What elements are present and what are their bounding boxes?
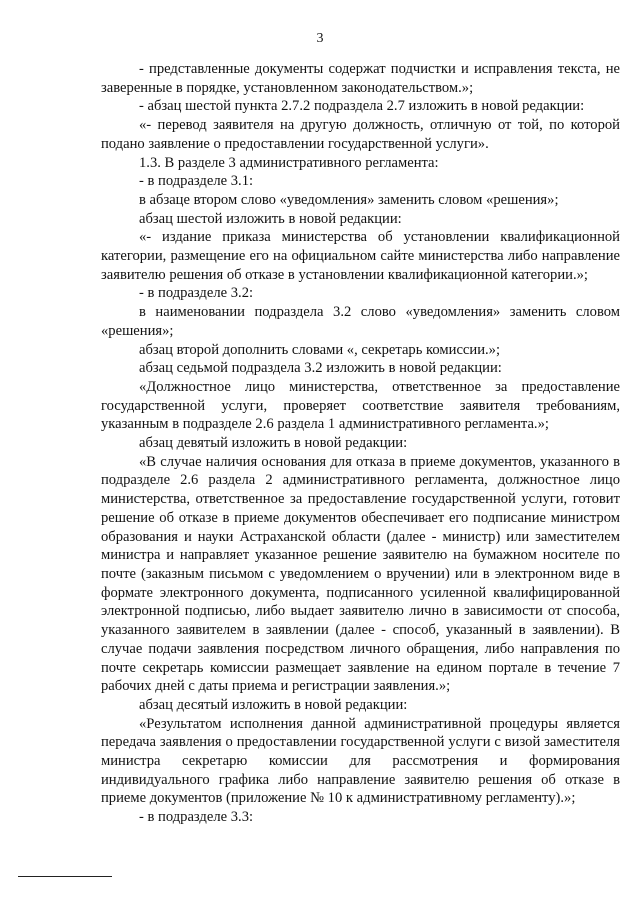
paragraph: абзац шестой изложить в новой редакции:: [139, 210, 402, 227]
paragraph: абзац седьмой подраздела 3.2 изложить в новой редакции:: [139, 360, 502, 377]
paragraph: абзац девятый изложить в новой редакции:: [139, 435, 408, 452]
paragraph: - в подразделе 3.3:: [139, 809, 254, 826]
paragraph: абзац второй дополнить словами «, секретарь комиссии.»;: [139, 341, 501, 358]
paragraph: - в подразделе 3.1:: [139, 173, 254, 190]
paragraph: в абзаце втором слово «уведомления» заменить словом «решения»;: [139, 191, 559, 208]
paragraph: - представленные документы содержат подчистки и исправления текста, не заверенные в порядке, установленном законодательством.»;: [101, 61, 620, 96]
paragraph: «- перевод заявителя на другую должность, отличную от той, по которой подано заявление о предоставлении государственной услуги».: [101, 117, 620, 152]
document-body: [101, 60, 620, 827]
paragraph: - абзац шестой пункта 2.7.2 подраздела 2.7 изложить в новой редакции:: [139, 98, 585, 115]
paragraph: - в подразделе 3.2:: [139, 285, 254, 302]
paragraph: 1.3. В разделе 3 административного регламента:: [139, 154, 439, 171]
footer-rule: [18, 876, 112, 877]
paragraph: абзац десятый изложить в новой редакции:: [139, 696, 408, 713]
paragraph: в наименовании подраздела 3.2 слово «уведомления» заменить словом «решения»;: [101, 304, 620, 339]
page-number: 3: [316, 31, 324, 46]
paragraph: «В случае наличия основания для отказа в приеме документов, указанного в подразделе 2.6 раздела 2 административного регламента, должностное лицо министерства, ответственное за предоставление государственной услуги, готовит решение об отказе в приеме документов обеспечивает его подписание министром образования и науки Астраханской области (далее - министр) или заместителем министра и направляет указанное решение заявителю на бумажном носителе по почте (заказным письмом с уведомлением о вручении) или в электронном виде в формате электронного документа, подписанного усиленной квалифицированной электронной подписью, либо выдает заявителю лично в зависимости от способа, указанного заявителем в заявлении (далее - способ, указанный в заявлении). В случае подачи заявления посредством личного обращения, либо направления по почте секретарь комиссии размещает заявление на едином портале в течение 7 рабочих дней с даты приема и регистрации заявления.»;: [101, 453, 620, 695]
paragraph: «Должностное лицо министерства, ответственное за предоставление государственной услуги, проверяет соответствие заявителя требованиям, указанным в подразделе 2.6 раздела 1 административного регламента.»;: [101, 378, 620, 433]
paragraph: «Результатом исполнения данной административной процедуры является передача заявления о предоставлении государственной услуги с визой заместителя министра секретарю комиссии для рассмотрения и формирования индивидуального графика либо направление заявителю решения об отказе в приеме документов (приложение № 10 к административному регламенту).»;: [101, 715, 620, 807]
paragraph: «- издание приказа министерства об установлении квалификационной категории, размещение его на официальном сайте министерства либо направление заявителю решения об отказе в установлении квалификационной категории.»;: [101, 229, 620, 283]
